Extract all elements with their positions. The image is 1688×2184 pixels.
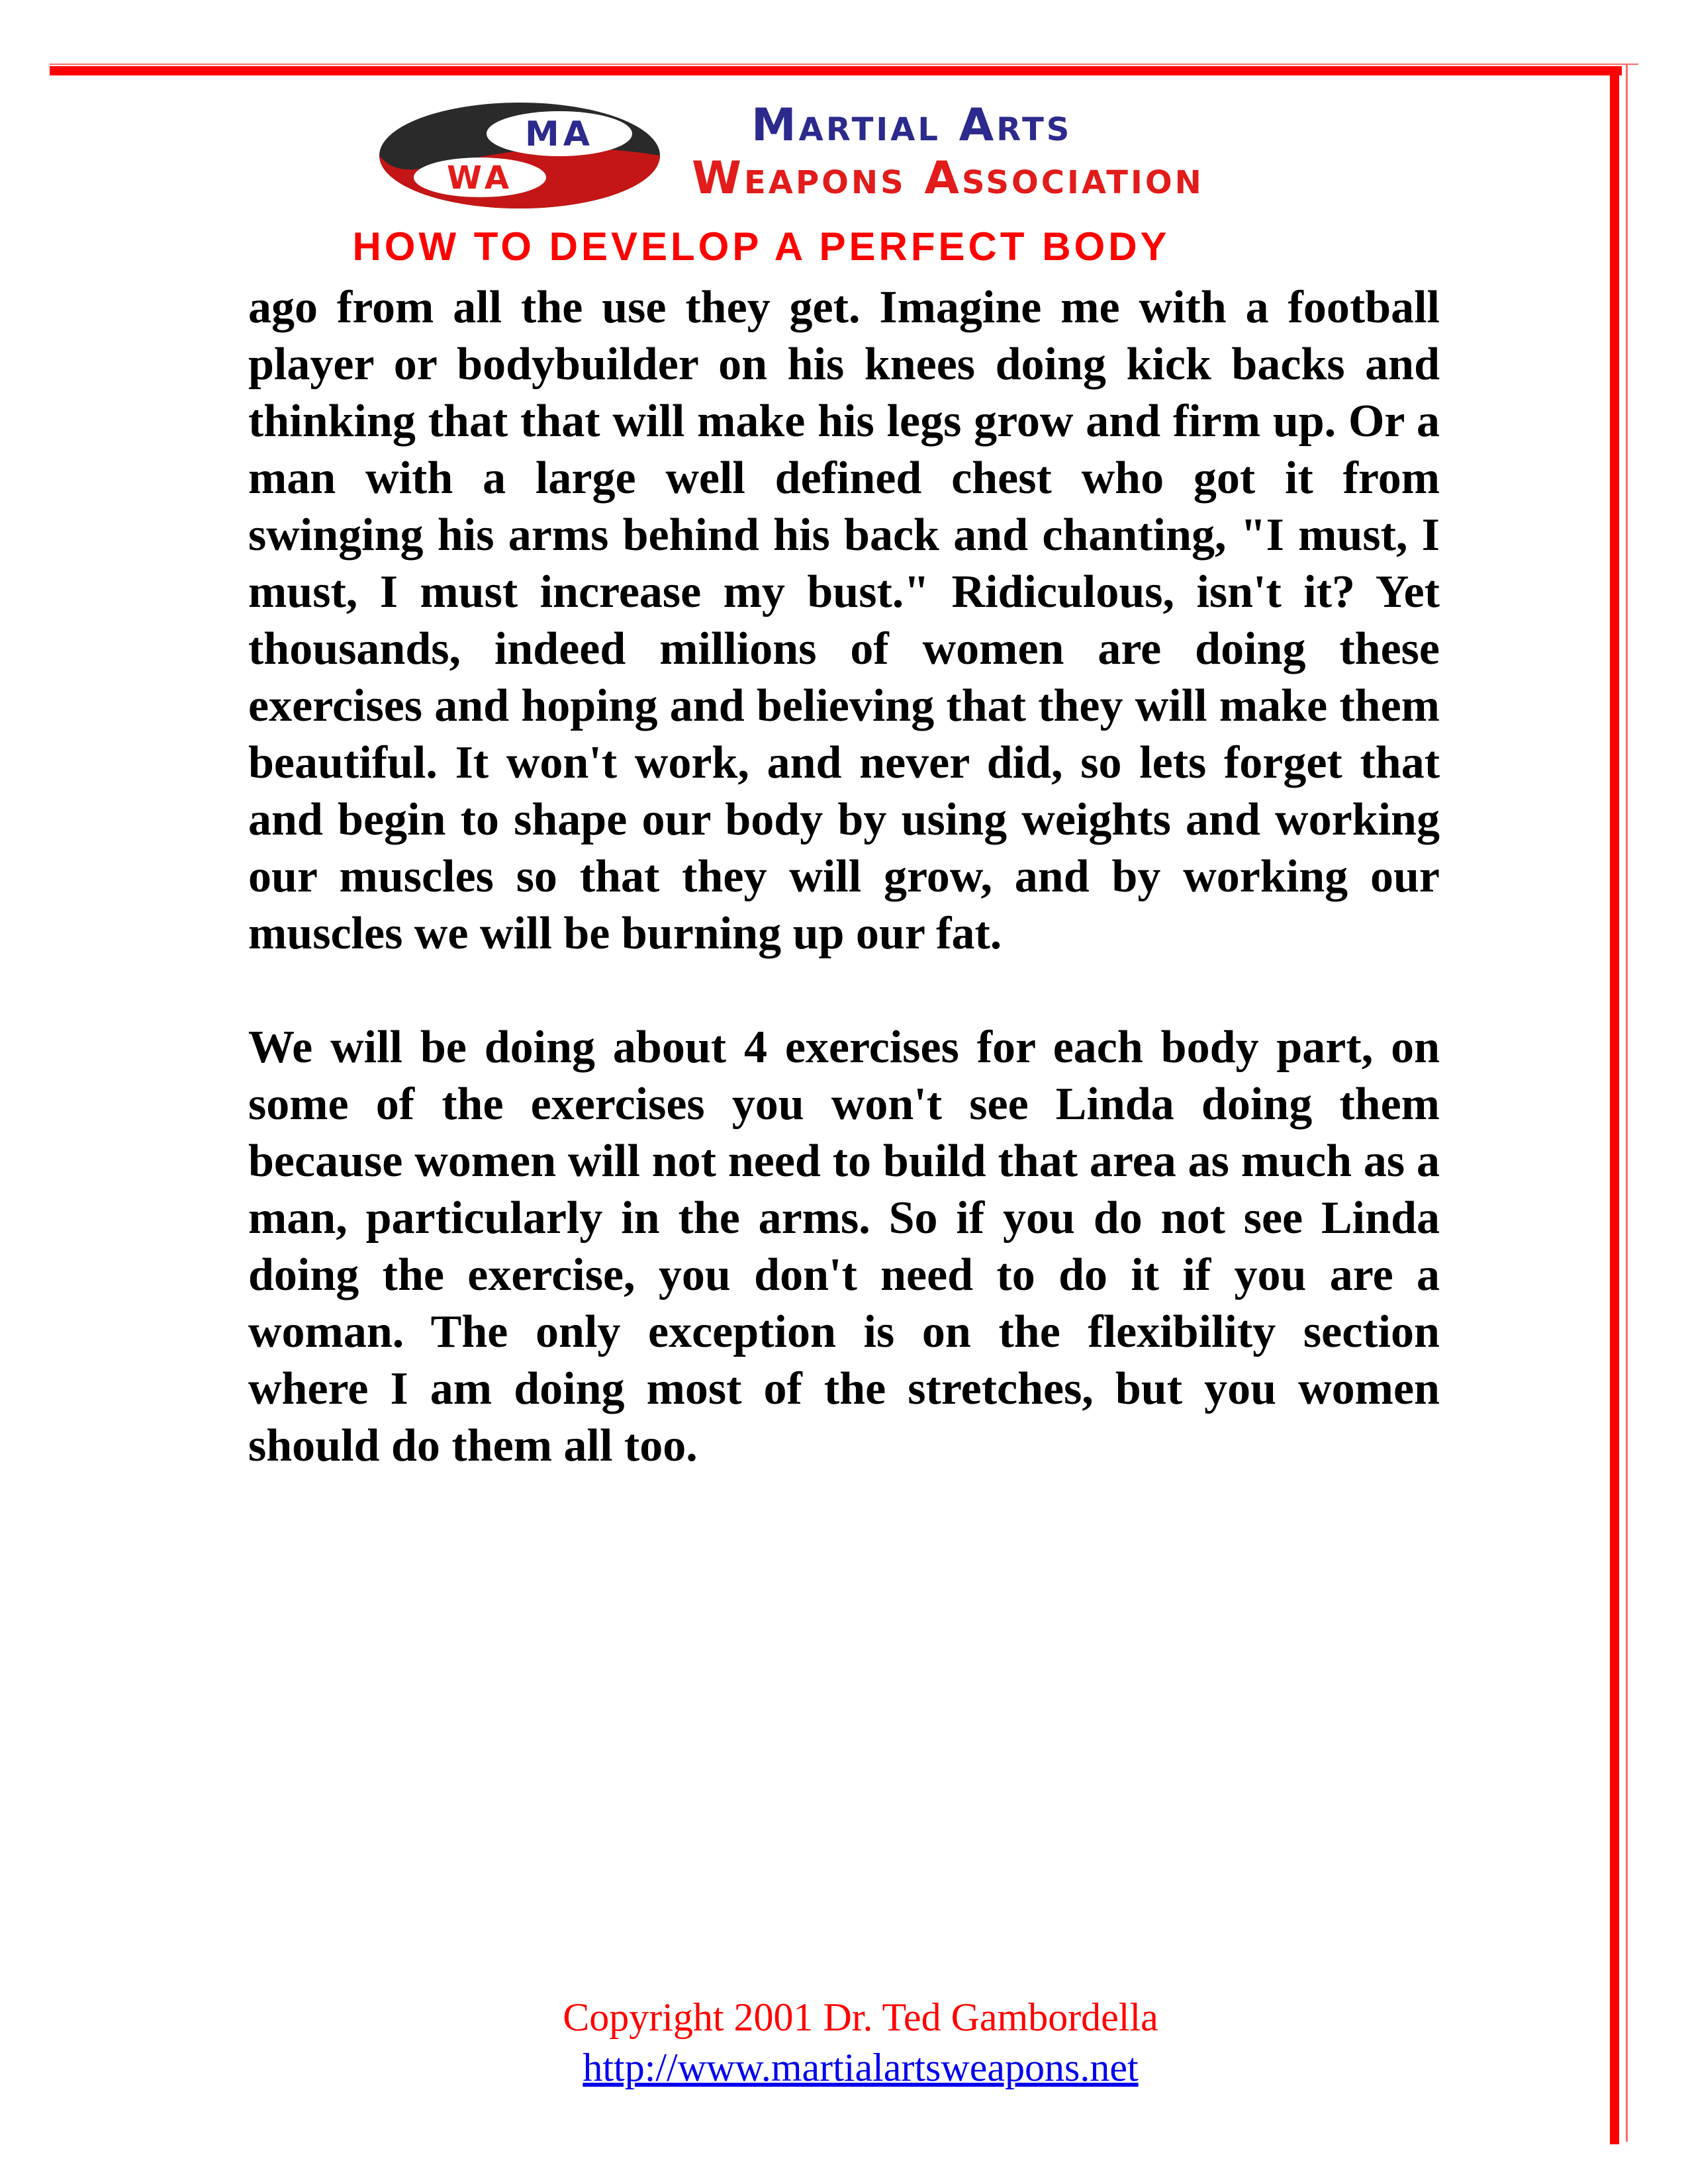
- page-title: HOW TO DEVELOP A PERFECT BODY: [352, 224, 1170, 269]
- logo-text-ma: MA: [525, 114, 594, 154]
- body-paragraph-2: We will be doing about 4 exercises for each body part, on some of the exercises you won't see Linda doing them because women will not need to build that area as much as a man, particularly in the arms. So if you do not see Linda doing the exercise, you don't need to do it if you are a woman. The only exception is on the flexibility section where I am doing most of the stretches, but you women should do them all too.: [248, 1022, 1440, 1471]
- copyright-notice: Copyright 2001 Dr. Ted Gambordella: [563, 1995, 1158, 2039]
- footer: [331, 1992, 1390, 2093]
- page-border-top-thin: [50, 64, 1638, 65]
- mawa-logo: [374, 99, 665, 212]
- page-border-top: [50, 66, 1622, 75]
- page-border-right: [1610, 66, 1619, 2144]
- org-name-line2: Weapons Association: [692, 152, 1204, 205]
- website-link[interactable]: http://www.martialartsweapons.net: [583, 2046, 1139, 2089]
- body-paragraph-1: ago from all the use they get. Imagine me with a football player or bodybuilder on his knees doing kick backs and thinking that that will make his legs grow and firm up. Or a man with a large well defined chest who got it from swinging his arms behind his back and chanting, "I must, I must, I must increase my bust." Ridiculous, isn't it? Yet thousands, indeed millions of women are doing these exercises and hoping and believing that they will make them beautiful. It won't work, and never did, so lets forget that and begin to shape our body by using weights and working our muscles so that they will grow, and by working our muscles we will be burning up our fat.: [248, 282, 1440, 959]
- body-text: [248, 279, 1440, 1531]
- page-border-right-thin: [1626, 64, 1628, 2142]
- org-name-line1: Martial Arts: [751, 99, 1072, 152]
- logo-text-wa: WA: [447, 159, 513, 197]
- organization-name: [692, 99, 1327, 205]
